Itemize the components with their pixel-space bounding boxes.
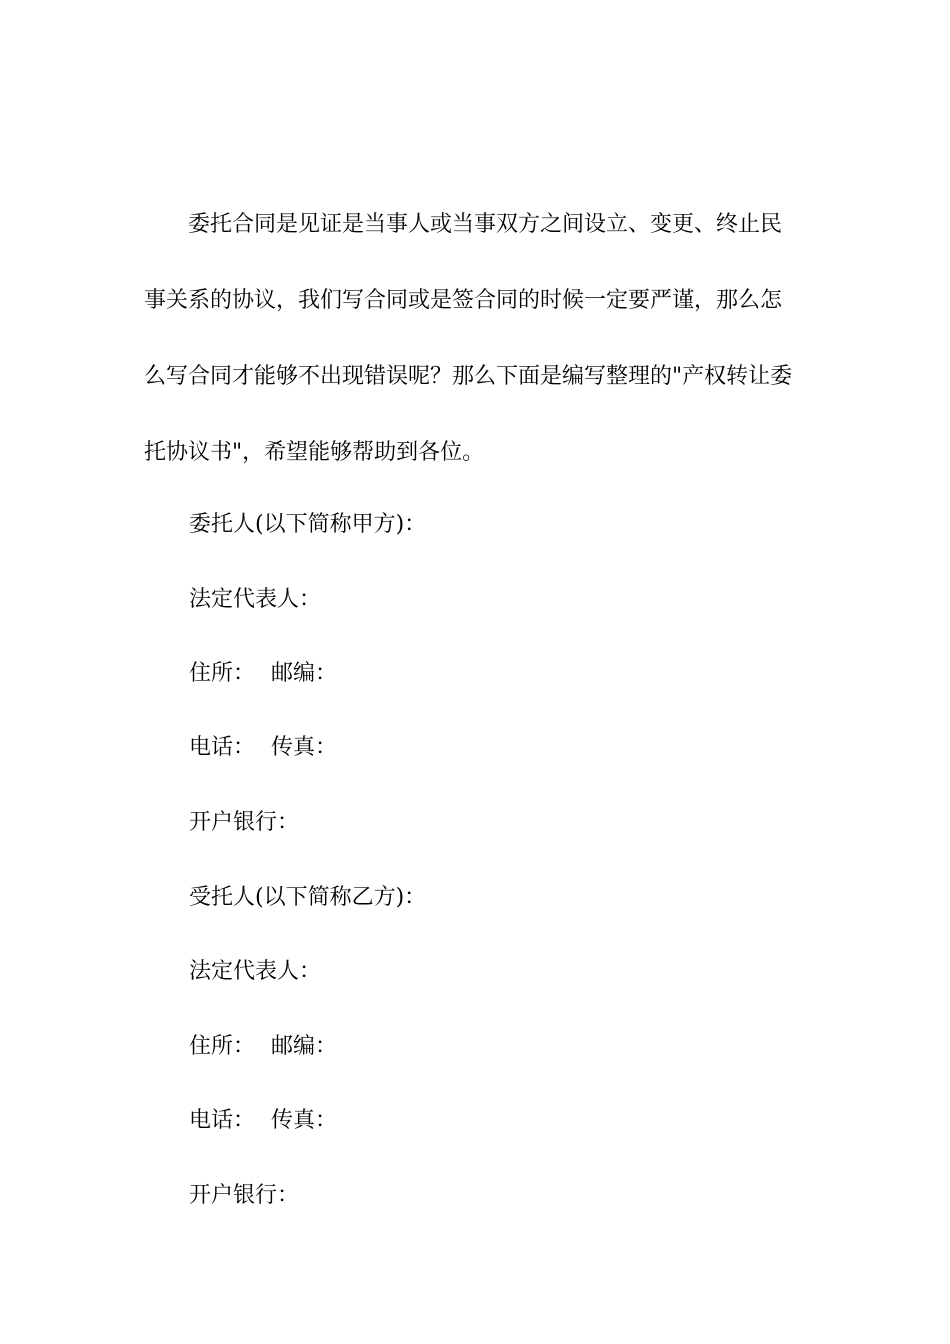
- party-a-address-label: 住所：: [189, 661, 256, 686]
- party-b-heading: 受托人(以下简称乙方)：: [189, 885, 427, 910]
- party-a-bank: 开户银行：: [189, 810, 300, 835]
- party-b-address-line: [189, 1028, 337, 1066]
- party-b-phone-label: 电话：: [189, 1108, 256, 1133]
- intro-paragraph: [144, 206, 809, 510]
- intro-line-4: 托协议书"，希望能够帮助到各位。: [144, 440, 485, 465]
- intro-line-2: 事关系的协议，我们写合同或是签合同的时候一定要严谨，那么怎: [144, 288, 783, 313]
- party-a-address-line: [189, 655, 337, 693]
- party-a-phone-label: 电话：: [189, 735, 256, 760]
- party-a-phone-line: [189, 729, 337, 767]
- party-b-address-label: 住所：: [189, 1034, 256, 1059]
- party-b-bank: 开户银行：: [189, 1183, 300, 1208]
- party-b-fax-label: 传真：: [271, 1108, 338, 1133]
- intro-line-3: 么写合同才能够不出现错误呢？那么下面是编写整理的"产权转让委: [144, 364, 793, 389]
- party-b-postcode-label: 邮编：: [271, 1034, 338, 1059]
- intro-line-1: 委托合同是见证是当事人或当事双方之间设立、变更、终止民: [188, 212, 783, 237]
- party-a-fax-label: 传真：: [271, 735, 338, 760]
- party-a-postcode-label: 邮编：: [271, 661, 338, 686]
- party-a-heading: 委托人(以下简称甲方)：: [189, 512, 427, 537]
- party-b-phone-line: [189, 1102, 337, 1140]
- party-b-legal-rep: 法定代表人：: [189, 959, 322, 984]
- party-a-legal-rep: 法定代表人：: [189, 587, 322, 612]
